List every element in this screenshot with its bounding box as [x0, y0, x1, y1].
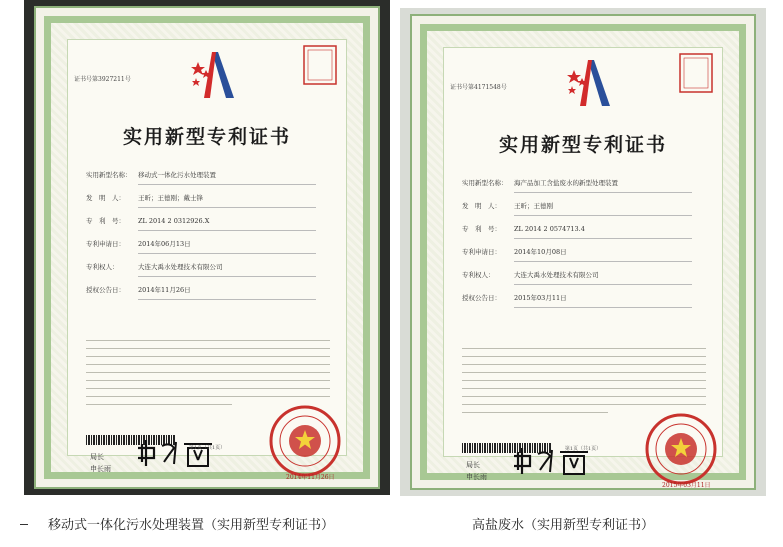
left-certificate-title: 实用新型专利证书 — [122, 126, 291, 148]
right-certificate-border — [420, 24, 746, 489]
field-name: 实用新型名称： 海产品加工含盐废水的新型处理装置 — [462, 178, 712, 201]
page-number: 第1页（共1页） — [188, 445, 226, 451]
director-label: 局长 — [90, 453, 104, 461]
seal-date: 2015年03月11日 — [662, 482, 711, 489]
left-certificate — [34, 6, 380, 489]
small-red-stamp — [678, 52, 714, 94]
field-patentee: 专利权人： 大连大禹水处理技术有限公司 — [86, 262, 336, 285]
field-patent-number: 专 利 号： ZL 2014 2 0574713.4 — [462, 224, 712, 247]
field-grant-date: 授权公告日： 2015年03月11日 — [462, 293, 712, 316]
field-patentee: 专利权人： 大连大禹水处理技术有限公司 — [462, 270, 712, 293]
field-application-date: 专利申请日： 2014年06月13日 — [86, 239, 336, 262]
left-caption: 移动式一体化污水处理装置（实用新型专利证书） — [48, 518, 335, 533]
caption-dash — [20, 524, 28, 525]
right-certificate-number: 证书号第4171548号 — [450, 84, 507, 91]
field-patent-number: 专 利 号： ZL 2014 2 0312926.X — [86, 216, 336, 239]
right-certificate — [410, 14, 756, 490]
left-certificate-fine-print — [86, 333, 330, 412]
left-certificate-number: 证书号第3927211号 — [74, 76, 131, 83]
small-red-stamp — [302, 44, 338, 86]
right-certificate-fields — [462, 178, 712, 316]
director-label: 局长 — [466, 461, 480, 469]
director-name: 申长雨 — [90, 465, 111, 473]
right-certificate-fine-print — [462, 341, 706, 420]
field-inventor: 发 明 人： 王昕；王德刚 — [462, 201, 712, 224]
left-certificate-photo — [24, 0, 390, 495]
director-name: 申长雨 — [466, 473, 487, 481]
right-certificate-body — [443, 47, 723, 489]
field-application-date: 专利申请日： 2014年10月08日 — [462, 247, 712, 270]
director-signature — [136, 436, 214, 470]
page-number: 第1页（共1页） — [564, 446, 602, 452]
patent-office-logo — [566, 56, 614, 110]
right-certificate-photo — [400, 8, 766, 496]
seal-date: 2014年11月26日 — [286, 474, 335, 481]
left-certificate-body — [67, 39, 347, 481]
left-certificate-border — [44, 16, 370, 479]
left-certificate-fields — [86, 170, 336, 308]
field-name: 实用新型名称： 移动式一体化污水处理装置 — [86, 170, 336, 193]
national-seal-icon — [268, 404, 342, 478]
field-inventor: 发 明 人： 王昕；王德刚；戴士锋 — [86, 193, 336, 216]
field-grant-date: 授权公告日： 2014年11月26日 — [86, 285, 336, 308]
patent-office-logo — [190, 48, 238, 102]
right-certificate-title: 实用新型专利证书 — [498, 134, 667, 156]
right-caption: 高盐废水（实用新型专利证书） — [472, 518, 655, 533]
